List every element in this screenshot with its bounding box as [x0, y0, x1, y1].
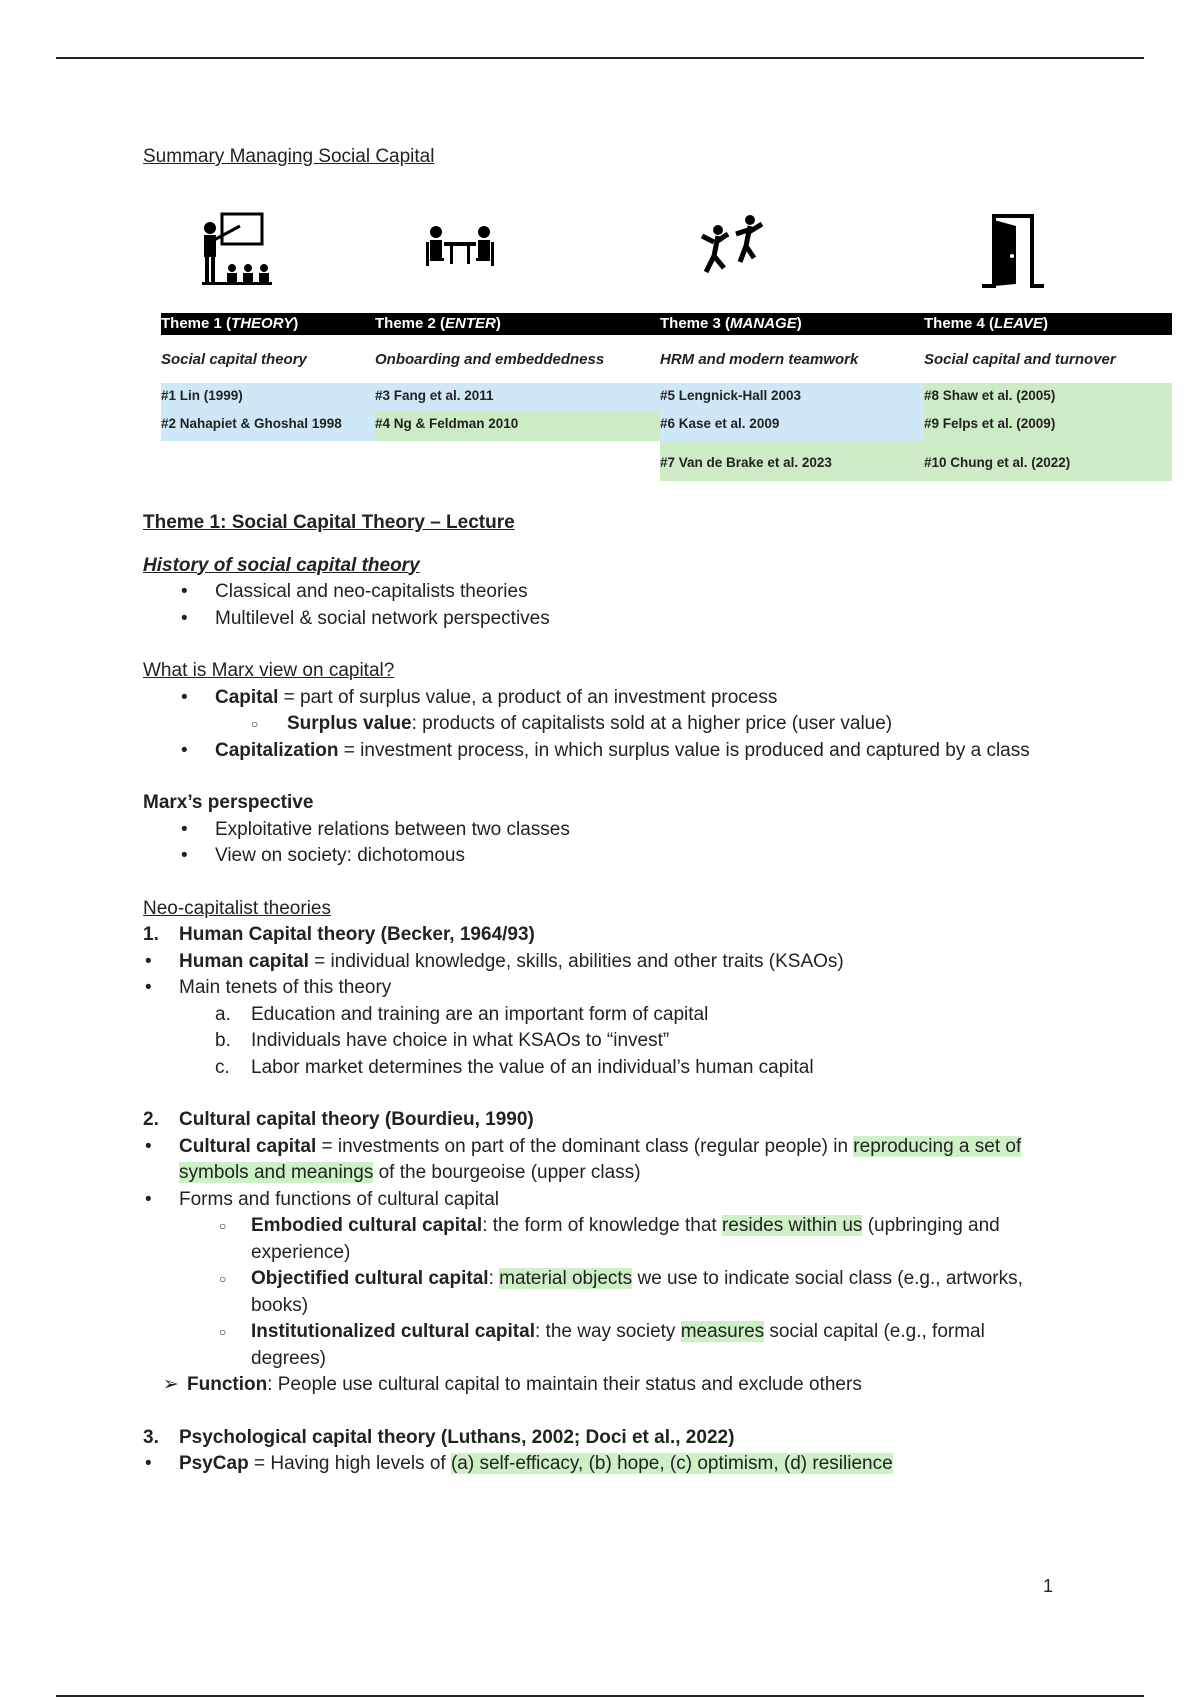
theme-1-header: Theme 1 (THEORY): [161, 315, 299, 332]
list-item: • Human capital = individual knowledge, skills, abilities and other traits (KSAOs): [143, 949, 1063, 976]
meeting-table-icon: [420, 212, 510, 292]
ref-3: #3 Fang et al. 2011: [375, 388, 494, 403]
teacher-classroom-icon: [196, 212, 286, 292]
marx-question: What is Marx view on capital?: [143, 660, 395, 681]
ref-6: #6 Kase et al. 2009: [660, 416, 780, 431]
list-item: c. Labor market determines the value of an individual’s human capital: [215, 1056, 814, 1078]
list-item: • Exploitative relations between two classes: [143, 817, 1063, 844]
list-item: • Capital = part of surplus value, a product of an investment process: [143, 685, 1063, 712]
psycap-list: [143, 1451, 1063, 1478]
list-item: • Forms and functions of cultural capital: [143, 1187, 1063, 1214]
theme-4-header: Theme 4 (LEAVE): [924, 315, 1048, 332]
list-item: ○ Objectified cultural capital: material objects we use to indicate social class (e.g., artworks, books): [143, 1266, 1063, 1319]
highlight: (a) self-efficacy, (b) hope, (c) optimism, (d) resilience: [450, 1453, 893, 1474]
marx-perspective-heading: Marx’s perspective: [143, 792, 314, 813]
exit-door-icon: [972, 212, 1062, 292]
list-item: • View on society: dichotomous: [143, 843, 1063, 870]
list-item: ○ Institutionalized cultural capital: the way society measures social capital (e.g., formal degrees): [143, 1319, 1063, 1372]
list-item: b. Individuals have choice in what KSAOs to “invest”: [215, 1030, 670, 1051]
ref-1: #1 Lin (1999): [161, 388, 243, 403]
ref-10: #10 Chung et al. (2022): [924, 455, 1071, 470]
ref-2: #2 Nahapiet & Ghoshal 1998: [161, 416, 342, 431]
arrow-icon: ➢: [163, 1374, 179, 1395]
highlight: material objects: [499, 1268, 633, 1289]
dancing-people-icon: [694, 212, 784, 292]
highlight: reproducing a set of symbols and meanings: [179, 1135, 1022, 1183]
highlight: resides within us: [721, 1215, 863, 1236]
ref-9: #9 Felps et al. (2009): [924, 416, 1056, 431]
theme-2-subtitle: Onboarding and embeddedness: [375, 351, 605, 368]
list-item: • Classical and neo-capitalists theories: [143, 579, 1063, 606]
header-rule: [56, 57, 1144, 59]
ref-4: #4 Ng & Feldman 2010: [375, 416, 519, 431]
document-body: [143, 510, 1063, 1478]
ref-8: #8 Shaw et al. (2005): [924, 388, 1056, 403]
list-item: • Main tenets of this theory: [143, 975, 1063, 1002]
theme-3-subtitle: HRM and modern teamwork: [660, 351, 859, 368]
theme-4-subtitle: Social capital and turnover: [924, 351, 1116, 368]
list-item: • Capitalization = investment process, in which surplus value is produced and captured by a class: [143, 738, 1063, 765]
list-item: a. Education and training are an important form of capital: [215, 1003, 709, 1025]
cultural-capital-title: 2. Cultural capital theory (Bourdieu, 1990): [143, 1109, 534, 1130]
human-capital-title: 1. Human Capital theory (Becker, 1964/93): [143, 924, 535, 945]
list-item: • Multilevel & social network perspectives: [143, 606, 1063, 633]
theme-2-header: Theme 2 (ENTER): [375, 315, 501, 332]
neo-capitalist-heading: Neo-capitalist theories: [143, 897, 331, 919]
list-item: • Cultural capital = investments on part of the dominant class (regular people) in reproducing a set of symbols and meanings of the bourgeoise (upper class): [143, 1134, 1063, 1187]
page-number: 1: [1043, 1576, 1054, 1596]
marx-perspective-list: [143, 817, 1063, 870]
list-item: ○ Embodied cultural capital: the form of knowledge that resides within us (upbringing and experience): [143, 1213, 1063, 1266]
ref-7: #7 Van de Brake et al. 2023: [660, 455, 832, 470]
psycap-title: 3. Psychological capital theory (Luthans, 2002; Doci et al., 2022): [143, 1426, 735, 1448]
marx-capital-list: [143, 685, 1063, 765]
themes-header-row: [161, 313, 1172, 335]
history-list: [143, 579, 1063, 632]
human-capital-list: [143, 949, 1063, 1082]
cultural-capital-list: [143, 1134, 1063, 1399]
history-heading: History of social capital theory: [143, 554, 420, 576]
footer-rule: [56, 1695, 1144, 1697]
highlight: measures: [680, 1321, 765, 1342]
theme-1-subtitle: Social capital theory: [161, 351, 307, 368]
list-item: ○ Surplus value: products of capitalists sold at a higher price (user value): [143, 711, 1063, 738]
list-item: • PsyCap = Having high levels of (a) self-efficacy, (b) hope, (c) optimism, (d) resilience: [143, 1451, 1063, 1478]
ref-5: #5 Lengnick-Hall 2003: [660, 388, 802, 403]
theme-1-heading: Theme 1: Social Capital Theory – Lecture: [143, 512, 515, 533]
document-title: Summary Managing Social Capital: [143, 146, 435, 167]
theme-3-header: Theme 3 (MANAGE): [660, 315, 802, 332]
function-note: ➢ Function: People use cultural capital to maintain their status and exclude others: [143, 1372, 1063, 1399]
